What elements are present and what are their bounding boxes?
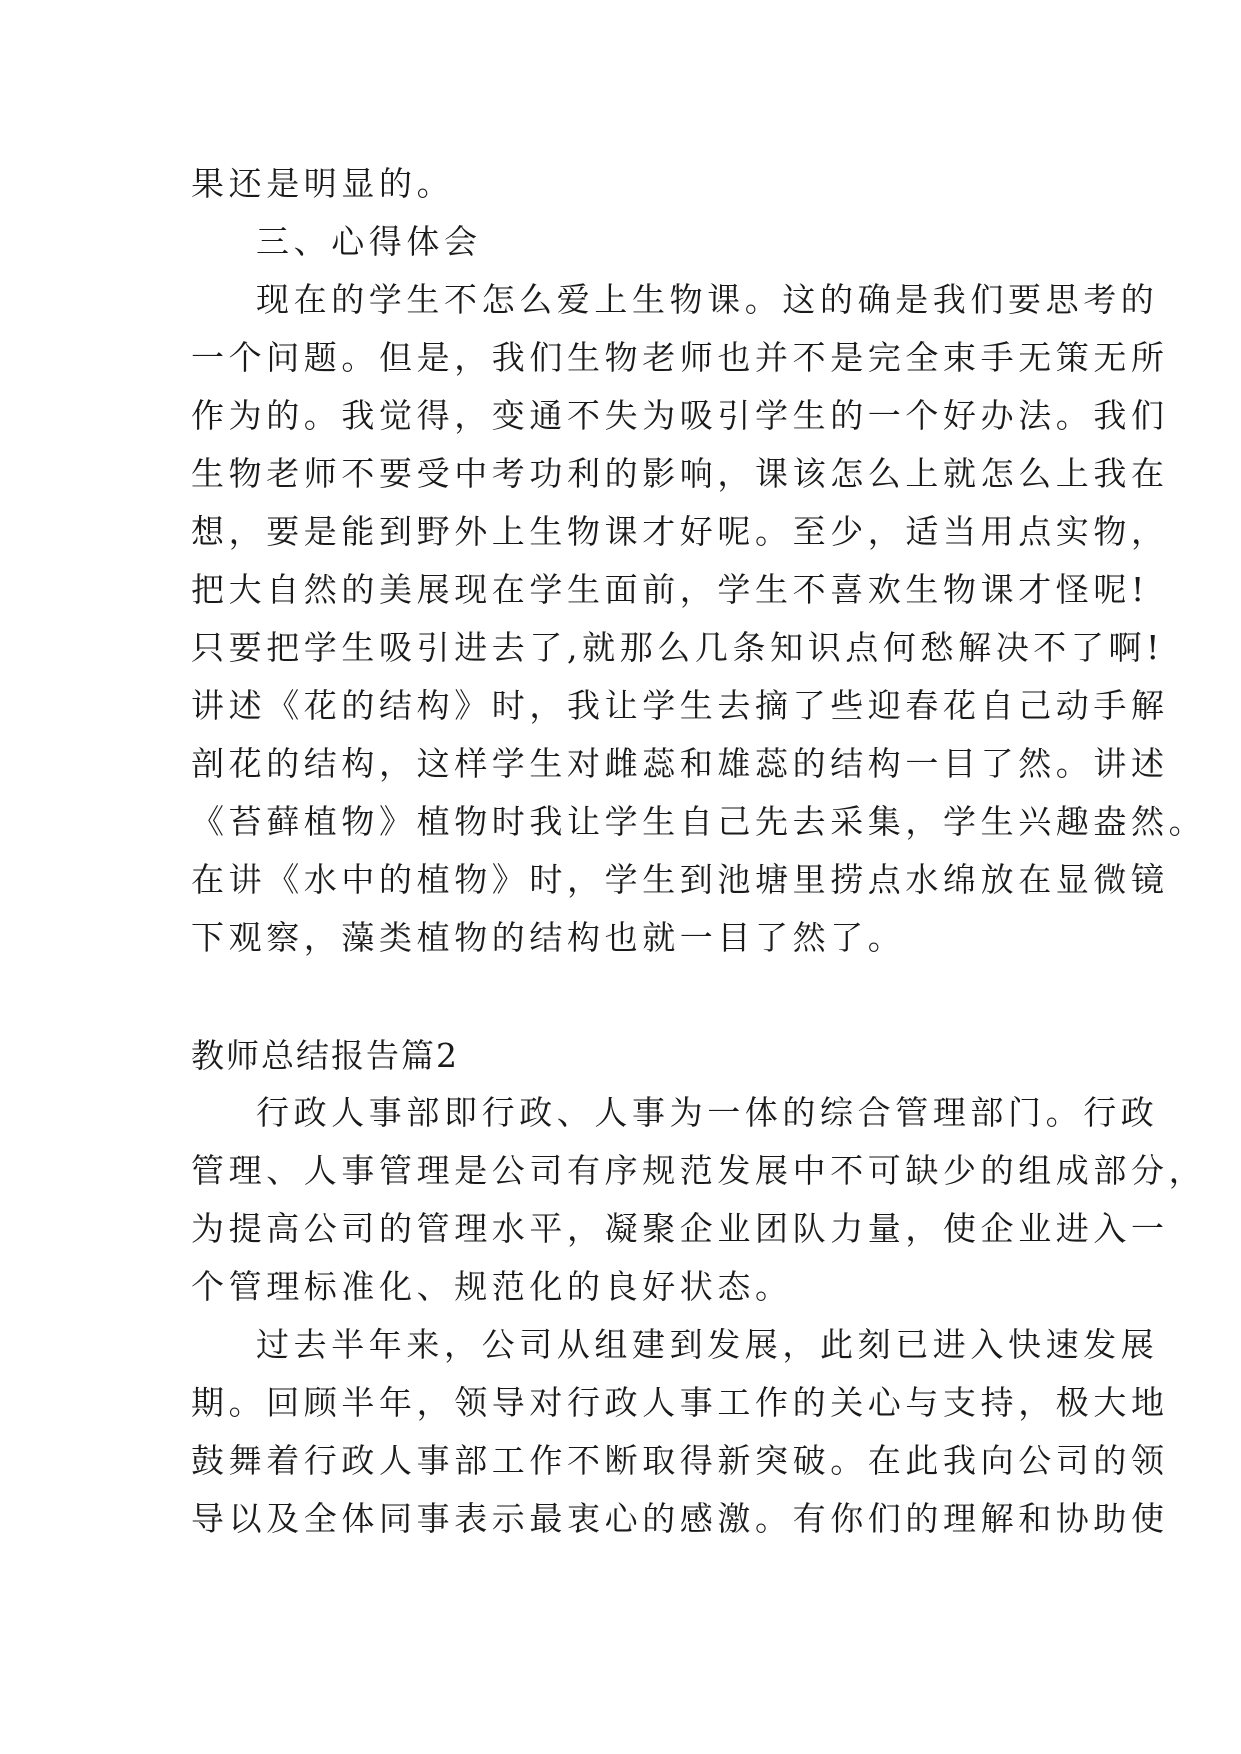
text-line: 下观察，藻类植物的结构也就一目了然了。 bbox=[191, 918, 906, 957]
text-line: 为提高公司的管理水平，凝聚企业团队力量，使企业进入一 bbox=[191, 1209, 1169, 1248]
text-line: 行政人事部即行政、人事为一体的综合管理部门。行政 bbox=[256, 1093, 1159, 1132]
text-line: 过去半年来，公司从组建到发展，此刻已进入快速发展 bbox=[256, 1325, 1159, 1364]
text-line: 只要把学生吸引进去了,就那么几条知识点何愁解决不了啊! bbox=[191, 628, 1164, 667]
text-line: 在讲《水中的植物》时，学生到池塘里捞点水绵放在显微镜 bbox=[191, 860, 1169, 899]
text-line: 剖花的结构，这样学生对雌蕊和雄蕊的结构一目了然。讲述 bbox=[191, 744, 1169, 783]
text-line: 作为的。我觉得，变通不失为吸引学生的一个好办法。我们 bbox=[191, 396, 1169, 435]
text-line: 期。回顾半年，领导对行政人事工作的关心与支持，极大地 bbox=[191, 1383, 1169, 1422]
text-line: 现在的学生不怎么爱上生物课。这的确是我们要思考的 bbox=[256, 280, 1159, 319]
text-line: 讲述《花的结构》时，我让学生去摘了些迎春花自己动手解 bbox=[191, 686, 1169, 725]
text-line: 果还是明显的。 bbox=[191, 164, 455, 203]
text-line: 个管理标准化、规范化的良好状态。 bbox=[191, 1267, 793, 1306]
text-line: 生物老师不要受中考功利的影响，课该怎么上就怎么上我在 bbox=[191, 454, 1169, 493]
text-line: 想，要是能到野外上生物课才好呢。至少，适当用点实物， bbox=[191, 512, 1169, 551]
text-line: 导以及全体同事表示最衷心的感激。有你们的理解和协助使 bbox=[191, 1499, 1169, 1538]
text-line: 一个问题。但是，我们生物老师也并不是完全束手无策无所 bbox=[191, 338, 1169, 377]
article-title: 教师总结报告篇2 bbox=[191, 1036, 459, 1075]
text-line: 鼓舞着行政人事部工作不断取得新突破。在此我向公司的领 bbox=[191, 1441, 1169, 1480]
text-line: 把大自然的美展现在学生面前，学生不喜欢生物课才怪呢! bbox=[191, 570, 1149, 609]
text-line: 管理、人事管理是公司有序规范发展中不可缺少的组成部分， bbox=[191, 1151, 1207, 1190]
section-heading: 三、心得体会 bbox=[256, 222, 482, 261]
text-line: 《苔藓植物》植物时我让学生自己先去采集，学生兴趣盎然。 bbox=[191, 802, 1207, 841]
